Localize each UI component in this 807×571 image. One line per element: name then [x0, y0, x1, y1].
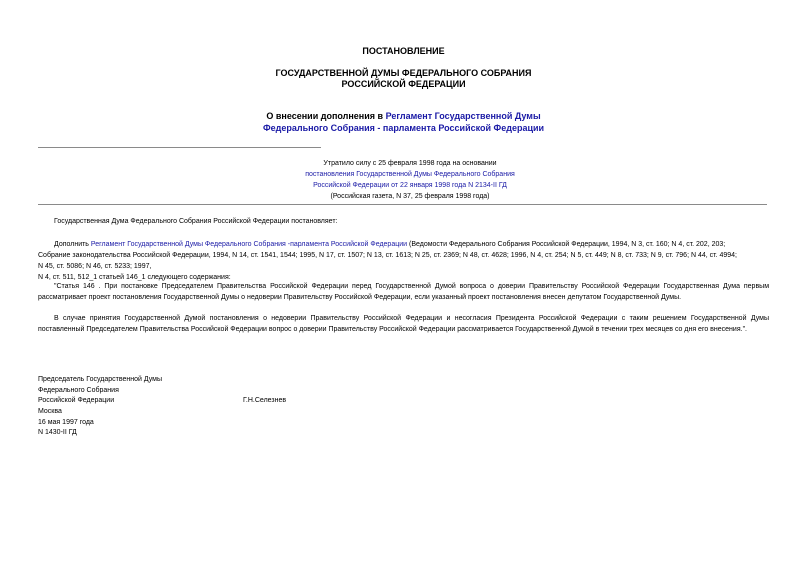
subject-line2	[0, 122, 807, 134]
article-second-paragraph: В случае принятия Государственной Думой постановления о недоверии Правительству Российской Федерации и несогласия Президента Российской Федерации с таким решением Государственной Думы поставленный Председателем Правительства Российской Федерации вопрос о доверии Правительству Российской Федерации рассматривается Государственной Думой в течении трех месяцев со дня его внесения.".	[38, 315, 769, 333]
divider-long	[38, 204, 767, 205]
signature-title-line3: Российской Федерации	[38, 397, 115, 404]
article-text-paragraph: "Статья 146 . При постановке Председателем Правительства Российской Федерации перед Государственной Думой вопроса о доверии Правительству Российской Федерации Государственная Дума первым рассматривает проект постановления Государственной Думы о недоверии Правительству Российской Федерации, если указанный проект постановления внесен депутатом Государственной Думы.	[38, 283, 769, 301]
status-note-source: (Российская газета, N 37, 25 февраля 1998 года)	[330, 193, 490, 200]
amendment-sources-part1: (Ведомости Федерального Собрания Российской Федерации, 1994, N 3, ст. 160; N 4, ст. 202, 203;	[407, 241, 726, 248]
amendment-line4: N 4, ст. 511, 512_1 статьей 146_1 следующего содержания:	[38, 274, 231, 281]
document-type-title: ПОСТАНОВЛЕНИЕ	[362, 46, 445, 56]
issuing-body-line1: ГОСУДАРСТВЕННОЙ ДУМЫ ФЕДЕРАЛЬНОГО СОБРАНИЯ	[275, 68, 532, 78]
status-note	[260, 158, 560, 202]
amendment-line2: Собрание законодательства Российской Федерации, 1994, N 14, ст. 1541, 1544; 1995, N 17, ст. 1507; N 13, ст. 1613; N 25, ст. 2369; N 48, ст. 4628; 1996, N 4, ст. 254; N 5, ст. 449; N 8, ст. 733; N 9, ст. 796; N 44, ст. 4994;	[38, 252, 737, 259]
status-note-line1: Утратило силу с 25 февраля 1998 года на основании	[323, 160, 497, 167]
amendment-prefix: Дополнить	[54, 241, 91, 248]
regulation-link-part2[interactable]: Федерального Собрания - парламента Российской Федерации	[262, 123, 545, 133]
signature-title-line1: Председатель Государственной Думы	[38, 376, 163, 383]
signing-date: 16 мая 1997 года	[38, 419, 94, 426]
signer-name: Г.Н.Селезнев	[243, 397, 287, 404]
signing-place: Москва	[38, 408, 62, 415]
signature-title-line2: Федерального Собрания	[38, 387, 119, 394]
subject-prefix: О внесении дополнения в	[266, 111, 386, 121]
amendment-line1	[54, 239, 725, 250]
amendment-line3: N 45, ст. 5086; N 46, ст. 5233; 1997,	[38, 263, 152, 270]
subject-line1	[0, 110, 807, 122]
document-number: N 1430-II ГД	[38, 429, 77, 436]
divider-short	[38, 147, 321, 148]
regulation-link-part1[interactable]: Регламент Государственной Думы	[385, 111, 541, 121]
intro-paragraph: Государственная Дума Федерального Собрания Российской Федерации постановляет:	[54, 218, 338, 225]
issuing-body-line2: РОССИЙСКОЙ ФЕДЕРАЦИИ	[341, 79, 466, 89]
regulation-link-inline[interactable]: Регламент Государственной Думы Федерального Собрания -парламента Российской Федерации	[90, 241, 408, 248]
repeal-resolution-link-part1[interactable]: постановления Государственной Думы Федерального Собрания	[305, 171, 515, 178]
repeal-resolution-link-part2[interactable]: Российской Федерации от 22 января 1998 года N 2134-II ГД	[313, 182, 507, 189]
